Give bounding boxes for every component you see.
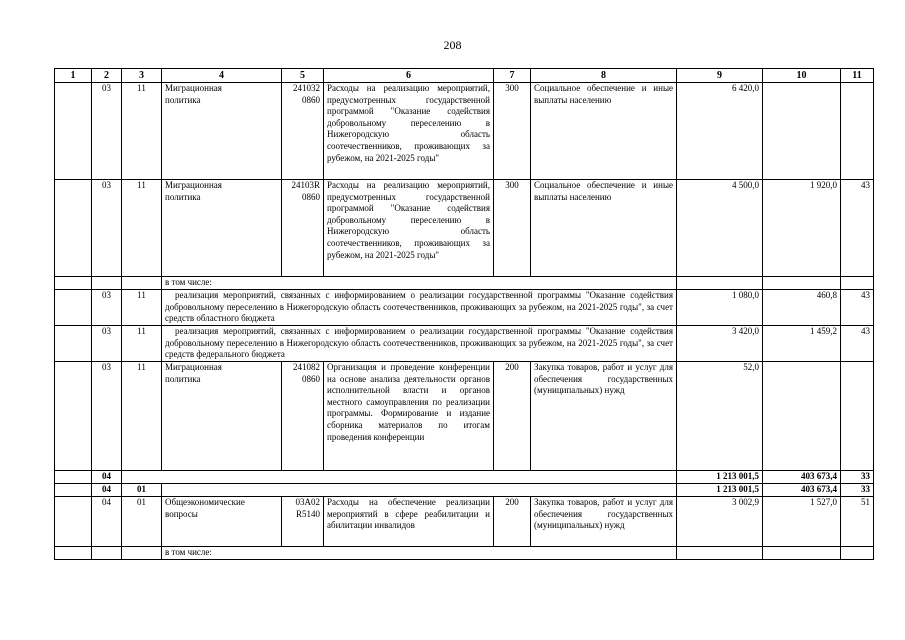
amount-actual: 1 527,0 — [763, 497, 841, 547]
amount-plan: 3 420,0 — [677, 326, 763, 362]
amount-actual — [763, 362, 841, 471]
amount-actual: 460,8 — [763, 290, 841, 326]
section-code: 04 — [92, 497, 122, 547]
section-code: 03 — [92, 83, 122, 180]
section-code: 04 — [92, 471, 122, 484]
amount-actual: 1 459,2 — [763, 326, 841, 362]
including-label: в том числе: — [162, 277, 677, 290]
item-description: Организация и проведение конференции на основе анализа деятельности органов исполнительной власти и органов местного самоуправления по реализации программы. Формирование и издание сборника материалов по итогам проведения конференции — [324, 362, 494, 471]
subsection-code: 01 — [122, 497, 162, 547]
percent: 51 — [841, 497, 874, 547]
expense-type-code: 200 — [494, 497, 531, 547]
item-description: Расходы на реализацию мероприятий, предусмотренных государственной программой "Оказание содействия добровольному переселению в Нижегородскую область соотечественников, проживающих за рубежом, на 2021-2025 годы" — [324, 180, 494, 277]
table-row — [55, 180, 874, 277]
header-cell: 4 — [162, 69, 282, 83]
table-row — [55, 362, 874, 471]
subsection-code: 11 — [122, 326, 162, 362]
including-label: в том числе: — [162, 547, 677, 560]
target-code: 241082 0860 — [282, 362, 324, 471]
amount-plan: 1 213 001,5 — [677, 471, 763, 484]
expense-type-name: Закупка товаров, работ и услуг для обеспечения государственных (муниципальных) нужд — [531, 497, 677, 547]
amount-plan: 1 213 001,5 — [677, 484, 763, 497]
subsection-code: 11 — [122, 290, 162, 326]
header-cell: 2 — [92, 69, 122, 83]
item-description: Расходы на обеспечение реализации мероприятий в сфере реабилитации и абилитации инвалидов — [324, 497, 494, 547]
amount-actual: 403 673,4 — [763, 484, 841, 497]
header-cell: 7 — [494, 69, 531, 83]
header-cell: 3 — [122, 69, 162, 83]
target-code: 24103R 0860 — [282, 180, 324, 277]
expense-type-name: Закупка товаров, работ и услуг для обеспечения государственных (муниципальных) нужд — [531, 362, 677, 471]
section-code: 03 — [92, 290, 122, 326]
header-cell: 8 — [531, 69, 677, 83]
percent: 33 — [841, 484, 874, 497]
target-code: 241032 0860 — [282, 83, 324, 180]
item-name: Миграционная политика — [162, 180, 282, 277]
percent: 43 — [841, 326, 874, 362]
header-cell: 11 — [841, 69, 874, 83]
item-description: реализация мероприятий, связанных с информированием о реализации государственной программы "Оказание содействия добровольному переселению в Нижегородскую область соотечественников, проживающих за рубежом, на 2021-2025 годы", за счет средств федерального бюджета — [162, 326, 677, 362]
table-row — [55, 290, 874, 326]
header-cell: 5 — [282, 69, 324, 83]
item-description: Расходы на реализацию мероприятий, предусмотренных государственной программой "Оказание содействия добровольному переселению в Нижегородскую область соотечественников, проживающих за рубежом, на 2021-2025 годы" — [324, 83, 494, 180]
percent: 33 — [841, 471, 874, 484]
amount-actual: 403 673,4 — [763, 471, 841, 484]
section-total-row — [55, 471, 874, 484]
subsection-code: 11 — [122, 83, 162, 180]
amount-plan: 4 500,0 — [677, 180, 763, 277]
item-name: Миграционная политика — [162, 362, 282, 471]
section-code: 03 — [92, 362, 122, 471]
item-description: реализация мероприятий, связанных с информированием о реализации государственной программы "Оказание содействия добровольному переселению в Нижегородскую область соотечественников, проживающих за рубежом, на 2021-2025 годы", за счет средств областного бюджета — [162, 290, 677, 326]
item-name: Миграционная политика — [162, 83, 282, 180]
percent — [841, 83, 874, 180]
table-row — [55, 83, 874, 180]
section-code: 03 — [92, 326, 122, 362]
target-code: 03А02 R5140 — [282, 497, 324, 547]
header-cell: 10 — [763, 69, 841, 83]
expense-type-code: 300 — [494, 180, 531, 277]
table-row — [55, 277, 874, 290]
percent: 43 — [841, 180, 874, 277]
percent — [841, 362, 874, 471]
expense-type-name: Социальное обеспечение и иные выплаты населению — [531, 83, 677, 180]
amount-plan: 52,0 — [677, 362, 763, 471]
table-row — [55, 326, 874, 362]
amount-plan: 1 080,0 — [677, 290, 763, 326]
subsection-code: 01 — [122, 484, 162, 497]
amount-plan: 3 002,9 — [677, 497, 763, 547]
table-row — [55, 497, 874, 547]
subsection-code: 11 — [122, 180, 162, 277]
budget-table — [54, 68, 874, 560]
table-header-row — [55, 69, 874, 83]
item-name: Общеэкономические вопросы — [162, 497, 282, 547]
header-cell: 9 — [677, 69, 763, 83]
page-number: 208 — [443, 38, 462, 52]
header-cell: 1 — [55, 69, 92, 83]
amount-plan: 6 420,0 — [677, 83, 763, 180]
expense-type-code: 200 — [494, 362, 531, 471]
amount-actual — [763, 83, 841, 180]
percent: 43 — [841, 290, 874, 326]
expense-type-name: Социальное обеспечение и иные выплаты населению — [531, 180, 677, 277]
amount-actual: 1 920,0 — [763, 180, 841, 277]
subsection-total-row — [55, 484, 874, 497]
section-code: 04 — [92, 484, 122, 497]
header-cell: 6 — [324, 69, 494, 83]
subsection-code: 11 — [122, 362, 162, 471]
expense-type-code: 300 — [494, 83, 531, 180]
table-row — [55, 547, 874, 560]
section-code: 03 — [92, 180, 122, 277]
